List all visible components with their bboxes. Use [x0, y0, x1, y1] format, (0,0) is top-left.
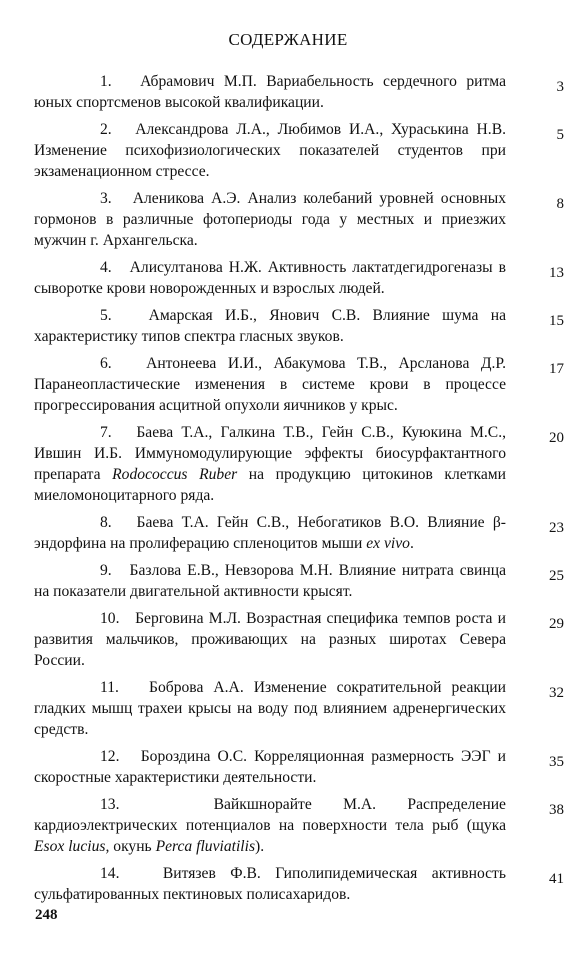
- toc-entry: [34, 512, 564, 554]
- toc-entry-italic: Perca fluviatilis: [155, 838, 256, 855]
- toc-entry-text: [34, 353, 506, 416]
- toc-entry-title: Витязев Ф.В. Гиполипидемическая активность сульфатированных пектиновых полисахаридов.: [34, 865, 506, 903]
- toc-entry-title-tail: на продукцию цитокинов клетками миеломоноцитарного ряда.: [34, 466, 506, 504]
- toc-entry: [34, 863, 564, 905]
- toc-page-number: 3: [556, 79, 564, 95]
- toc-entry-number: 1.: [100, 73, 112, 90]
- toc-entry-number: 13.: [100, 796, 120, 813]
- toc-entry-title: Боброва А.А. Изменение сократительной реакции гладких мышц трахеи крысы на воду под влиянием адренергических средств.: [34, 679, 506, 738]
- toc-entry: [34, 560, 564, 602]
- toc-entry-title-tail: ).: [255, 838, 265, 855]
- toc-entry: [34, 677, 564, 740]
- toc-entry: [34, 188, 564, 251]
- toc-page-number: 17: [549, 361, 564, 377]
- toc-entry-text: [34, 863, 506, 905]
- toc-entry-title: Базлова Е.В., Невзорова М.Н. Влияние нитрата свинца на показатели двигательной активности крысят.: [34, 562, 506, 600]
- toc-entry: [34, 71, 564, 113]
- toc-entry-title: Александрова Л.А., Любимов И.А., Хураськина Н.В. Изменение психофизиологических показателей студентов при экзаменационном стрессе.: [34, 121, 506, 180]
- footer-page-number: 248: [35, 907, 58, 923]
- table-of-contents: [34, 71, 564, 905]
- toc-entry-text: [34, 746, 506, 788]
- toc-entry-text: [34, 119, 506, 182]
- toc-entry-text: [34, 422, 506, 506]
- toc-entry-text: [34, 188, 506, 251]
- toc-page-number: 23: [549, 520, 564, 536]
- toc-entry-title: Берговина М.Л. Возрастная специфика темпов роста и развития мальчиков, проживающих на разных широтах Севера России.: [34, 610, 506, 669]
- toc-entry-text: [34, 677, 506, 740]
- toc-entry-number: 8.: [100, 514, 112, 531]
- toc-entry: [34, 608, 564, 671]
- toc-entry-number: 6.: [100, 355, 112, 372]
- toc-entry-text: [34, 257, 506, 299]
- toc-entry-italic: Esox lucius,: [34, 838, 110, 855]
- toc-entry: [34, 794, 564, 857]
- toc-entry-number: 9.: [100, 562, 112, 579]
- toc-entry-text: [34, 512, 506, 554]
- toc-entry-text: [34, 560, 506, 602]
- page-title: СОДЕРЖАНИЕ: [228, 30, 348, 49]
- toc-entry-title: Баева Т.А., Галкина Т.В., Гейн С.В., Куюкина М.С., Ившин И.Б. Иммуномодулирующие эффекты биосурфактантного препарата: [34, 424, 506, 483]
- toc-entry-title: Амарская И.Б., Янович С.В. Влияние шума на характеристику типов спектра гласных звуков.: [34, 307, 507, 345]
- toc-entry-title: Баева Т.А. Гейн С.В., Небогатиков В.О. Влияние β-эндорфина на пролиферацию спленоцитов мыши: [34, 514, 506, 552]
- toc-page-number: 35: [549, 754, 564, 770]
- toc-entry-title: Вайкшнорайте М.А. Распределение кардиоэлектрических потенциалов на поверхности тела рыб (щука: [34, 796, 506, 834]
- toc-page-number: 32: [549, 685, 564, 701]
- toc-entry: [34, 746, 564, 788]
- toc-entry: [34, 257, 564, 299]
- toc-page-number: 29: [549, 616, 564, 632]
- toc-entry-title-tail: окунь: [113, 838, 152, 855]
- toc-page-number: 38: [549, 802, 564, 818]
- toc-entry-text: [34, 794, 506, 857]
- toc-entry-number: 5.: [100, 307, 112, 324]
- toc-entry-number: 12.: [100, 748, 120, 765]
- toc-page-number: 13: [549, 265, 564, 281]
- toc-entry: [34, 305, 564, 347]
- toc-entry-number: 10.: [100, 610, 120, 627]
- toc-page-number: 41: [549, 871, 564, 887]
- toc-entry-number: 3.: [100, 190, 112, 207]
- toc-entry-title: Бороздина О.С. Корреляционная размерность ЭЭГ и скоростные характеристики деятельности.: [34, 748, 506, 786]
- toc-page-number: 20: [549, 430, 564, 446]
- toc-entry-number: 7.: [100, 424, 112, 441]
- toc-entry-text: [34, 305, 506, 347]
- toc-entry-italic: Rodococcus Ruber: [112, 466, 238, 483]
- toc-entry: [34, 119, 564, 182]
- toc-entry-text: [34, 71, 506, 113]
- toc-page-number: 8: [556, 196, 564, 212]
- toc-entry: [34, 422, 564, 506]
- toc-entry-text: [34, 608, 506, 671]
- toc-page-number: 15: [549, 313, 564, 329]
- toc-entry-number: 2.: [100, 121, 112, 138]
- toc-entry-italic: ex vivo: [366, 535, 410, 552]
- toc-page-number: 25: [549, 568, 564, 584]
- toc-entry-title-tail: .: [409, 535, 414, 552]
- toc-entry-number: 11.: [100, 679, 119, 696]
- toc-page-number: 5: [556, 127, 564, 143]
- toc-entry-title: Абрамович М.П. Вариабельность сердечного ритма юных спортсменов высокой квалификации.: [34, 73, 506, 111]
- toc-entry-number: 14.: [100, 865, 120, 882]
- toc-entry-title: Алисултанова Н.Ж. Активность лактатдегидрогеназы в сыворотке крови новорожденных и взрослых людей.: [34, 259, 506, 297]
- toc-entry-title: Аленикова А.Э. Анализ колебаний уровней основных гормонов в различные фотопериоды года у местных и приезжих мужчин г. Архангельска.: [34, 190, 506, 249]
- toc-entry: [34, 353, 564, 416]
- toc-entry-number: 4.: [100, 259, 112, 276]
- toc-entry-title: Антонеева И.И., Абакумова Т.В., Арсланова Д.Р. Паранеопластические изменения в системе крови в процессе прогрессирования асцитной опухоли яичников у крыс.: [34, 355, 506, 414]
